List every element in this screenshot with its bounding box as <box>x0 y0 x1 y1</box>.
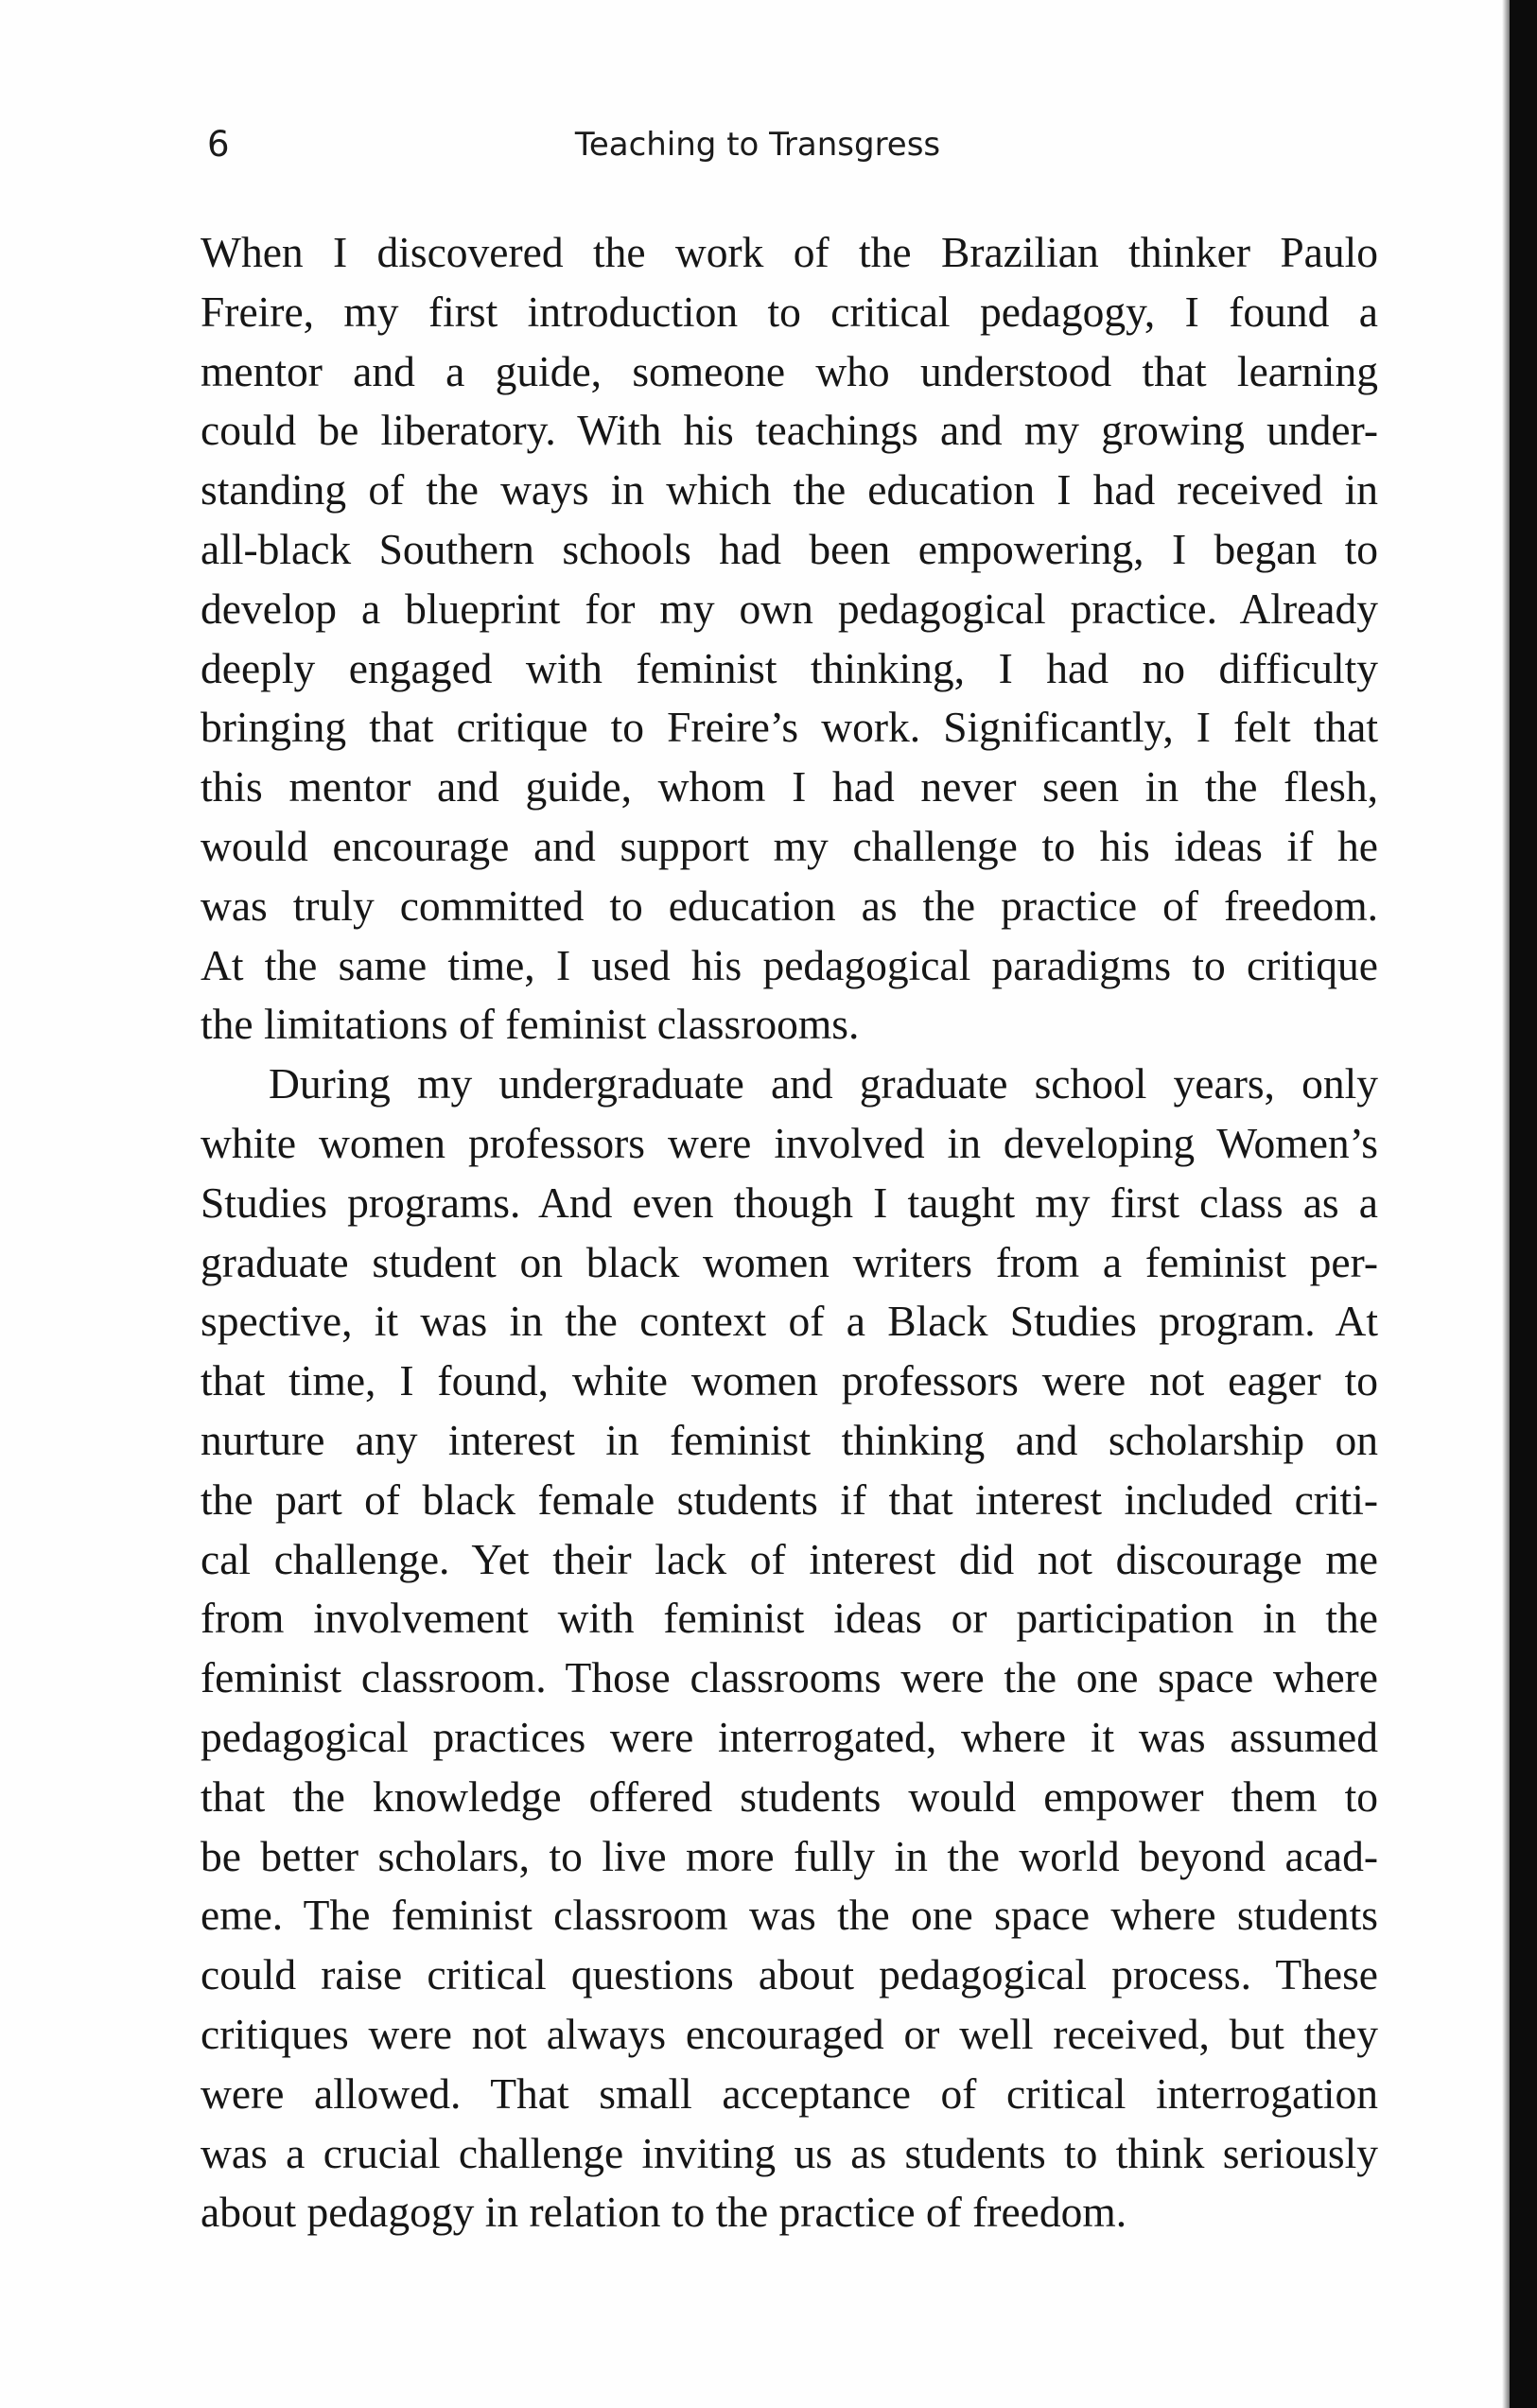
text-line: spective, it was in the context of a Black Studies program. At <box>201 1297 1378 1346</box>
paragraph-2 <box>201 1055 1378 2242</box>
text-line: all-black Southern schools had been empowering, I began to <box>201 524 1378 573</box>
text-line: bringing that critique to Freire’s work. Significantly, I felt that <box>201 703 1378 752</box>
text-line: be better scholars, to live more fully in the world beyond acad- <box>201 1831 1378 1880</box>
text-line: this mentor and guide, whom I had never seen in the flesh, <box>201 762 1378 811</box>
page-number: 6 <box>207 124 230 165</box>
running-title: Teaching to Transgress <box>574 126 941 164</box>
text-line: standing of the ways in which the education I had received in <box>201 465 1378 515</box>
text-line: nurture any interest in feminist thinking and scholarship on <box>201 1415 1378 1464</box>
text-line: the part of black female students if that interest included criti- <box>201 1474 1378 1524</box>
text-line: Studies programs. And even though I taught my first class as a <box>201 1178 1378 1227</box>
book-spine-edge <box>1510 0 1537 2408</box>
text-line: develop a blueprint for my own pedagogical practice. Already <box>201 584 1378 633</box>
text-line: eme. The feminist classroom was the one space where students <box>201 1891 1378 1940</box>
text-line: graduate student on black women writers from a feminist per- <box>201 1237 1378 1286</box>
text-line: were allowed. That small acceptance of critical interrogation <box>201 2068 1378 2118</box>
text-line: Freire, my first introduction to critical pedagogy, I found a <box>201 287 1378 336</box>
text-line: cal challenge. Yet their lack of interest did not discourage me <box>201 1534 1378 1583</box>
text-line: pedagogical practices were interrogated, where it was assumed <box>201 1712 1378 1761</box>
text-line: During my undergraduate and graduate school years, only <box>269 1059 1378 1108</box>
page-header <box>0 112 1537 178</box>
text-line: was a crucial challenge inviting us as students to think seriously <box>201 2128 1378 2177</box>
text-line: mentor and a guide, someone who understood that learning <box>201 346 1378 395</box>
text-line: that the knowledge offered students would empower them to <box>201 1771 1378 1821</box>
text-line: could raise critical questions about pedagogical process. These <box>201 1950 1378 1999</box>
paragraph-1 <box>201 223 1378 1055</box>
body-text <box>201 223 1378 2242</box>
text-line: would encourage and support my challenge to his ideas if he <box>201 821 1378 870</box>
text-line: feminist classroom. Those classrooms were the one space where <box>201 1653 1378 1702</box>
text-line: was truly committed to education as the practice of freedom. <box>201 881 1378 930</box>
text-line: When I discovered the work of the Brazilian thinker Paulo <box>201 228 1378 276</box>
text-line: At the same time, I used his pedagogical paradigms to critique <box>201 940 1378 989</box>
text-line: could be liberatory. With his teachings and my growing under- <box>201 406 1378 455</box>
text-line: white women professors were involved in developing Women’s <box>201 1118 1378 1167</box>
text-line: about pedagogy in relation to the practice of freedom. <box>201 2188 1127 2237</box>
text-line: from involvement with feminist ideas or participation in the <box>201 1594 1378 1643</box>
text-line: the limitations of feminist classrooms. <box>201 1000 860 1049</box>
page-gutter-shadow <box>1502 0 1510 2408</box>
text-line: deeply engaged with feminist thinking, I had no difficulty <box>201 643 1378 692</box>
text-line: that time, I found, white women professors were not eager to <box>201 1356 1378 1405</box>
text-line: critiques were not always encouraged or well received, but they <box>201 2009 1378 2058</box>
